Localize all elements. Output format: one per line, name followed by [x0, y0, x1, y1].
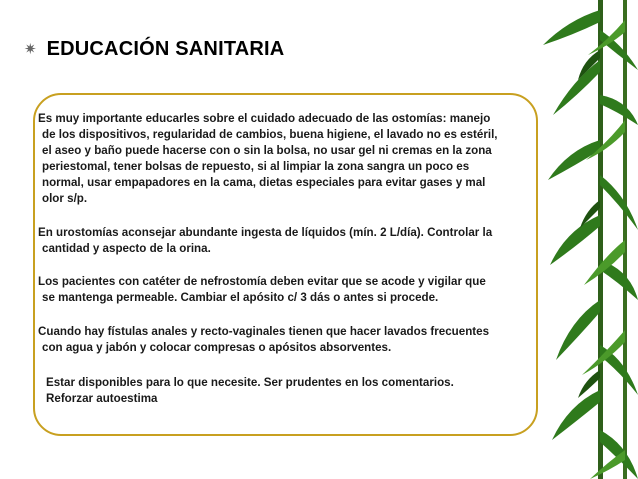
paragraph-line: Es muy importante educarles sobre el cuidado adecuado de las ostomías: manejo: [38, 112, 491, 125]
paragraph-line: el aseo y baño puede hacerse con o sin la bolsa, no usar gel ni cremas en la zona: [42, 144, 492, 157]
paragraph-line: con agua y jabón y colocar compresas o apósitos absorventes.: [42, 341, 392, 354]
paragraph-line: Los pacientes con catéter de nefrostomía deben evitar que se acode y vigilar que: [38, 275, 486, 288]
star-bullet-icon: ✷: [24, 41, 37, 58]
paragraph-line: normal, usar empapadores en la cama, dietas especiales para evitar gases y mal: [42, 176, 486, 189]
paragraph-line: Reforzar autoestima: [46, 392, 158, 405]
slide-title: EDUCACIÓN SANITARIA: [46, 38, 285, 60]
paragraph-line: Cuando hay fístulas anales y recto-vaginales tienen que hacer lavados frecuentes: [38, 325, 490, 338]
paragraph-line: se mantenga permeable. Cambiar el apósito c/ 3 dás o antes si procede.: [42, 291, 439, 304]
title-row: [24, 38, 284, 61]
paragraph-line: En urostomías aconsejar abundante ingesta de líquidos (mín. 2 L/día). Controlar la: [38, 226, 493, 239]
bamboo-leaves-decoration: [538, 0, 638, 479]
paragraph-fistulas: [38, 324, 489, 356]
paragraph-line: periestomal, tener bolsas de repuesto, si al limpiar la zona sangra un poco es: [42, 160, 470, 173]
paragraph-line: olor s/p.: [42, 192, 88, 205]
paragraph-line: cantidad y aspecto de la orina.: [42, 242, 211, 255]
bamboo-stem: [623, 0, 627, 479]
paragraph-ostomy-care: [38, 111, 498, 207]
paragraph-urostomy: [38, 225, 492, 257]
paragraph-support: [46, 375, 454, 407]
paragraph-nephrostomy: [38, 274, 486, 306]
paragraph-line: de los dispositivos, regularidad de cambios, buena higiene, el lavado no es estéril,: [42, 128, 498, 141]
paragraph-line: Estar disponibles para lo que necesite. Ser prudentes en los comentarios.: [46, 376, 454, 389]
